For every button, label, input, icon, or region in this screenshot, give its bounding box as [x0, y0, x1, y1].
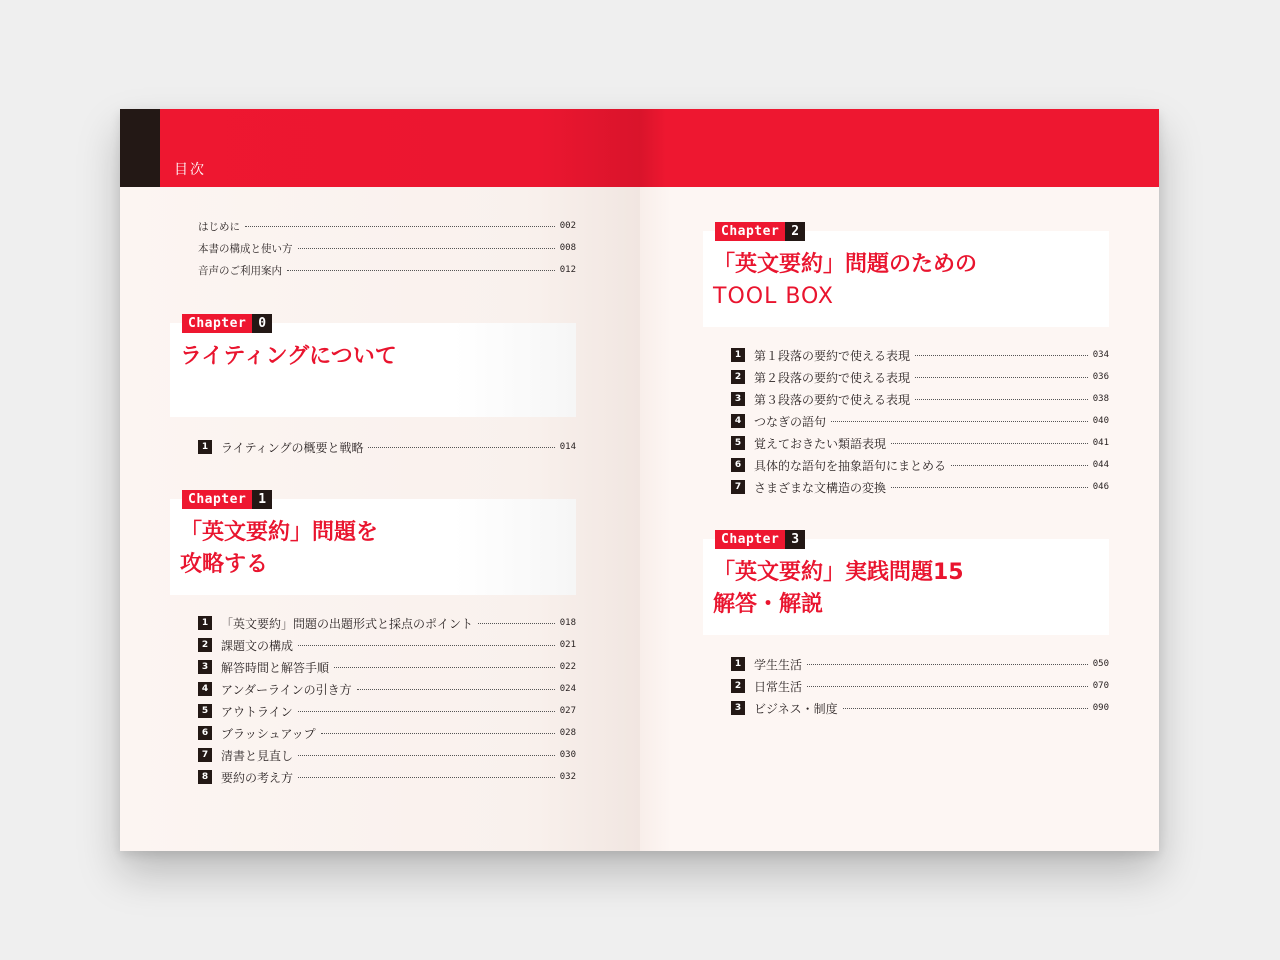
toc-entry[interactable] — [731, 391, 1109, 407]
entry-page: 044 — [1092, 460, 1109, 470]
leader-dots — [298, 248, 555, 249]
entry-page: 014 — [559, 442, 576, 452]
chapter-number: 0 — [252, 314, 272, 333]
entry-label: 具体的な語句を抽象語句にまとめる — [754, 458, 947, 473]
toc-entry-intro[interactable] — [198, 240, 576, 256]
entry-label: 清書と見直し — [221, 748, 294, 763]
leader-dots — [807, 686, 1088, 687]
chapter-title-line: 解答・解説 — [713, 592, 824, 617]
chapter-title-line: 「英文要約」実践問題15 — [713, 560, 964, 585]
entry-page: 027 — [559, 706, 576, 716]
entry-page: 002 — [559, 221, 576, 231]
entry-number-badge: 4 — [731, 414, 745, 428]
entry-number-badge: 5 — [198, 704, 212, 718]
header-band-right — [640, 109, 1159, 187]
chapter-word: Chapter — [715, 530, 785, 549]
chapter-tag — [182, 490, 272, 509]
entry-page: 012 — [559, 265, 576, 275]
entry-label: はじめに — [198, 220, 240, 233]
toc-entry[interactable] — [731, 435, 1109, 451]
toc-entry[interactable] — [198, 769, 576, 785]
entry-number-badge: 1 — [731, 657, 745, 671]
toc-entry[interactable] — [731, 413, 1109, 429]
toc-entry[interactable] — [198, 681, 576, 697]
chapter-title-line: 「英文要約」問題のための — [713, 252, 978, 277]
leader-dots — [357, 689, 555, 690]
leader-dots — [915, 355, 1088, 356]
entry-page: 021 — [559, 640, 576, 650]
chapter-tag — [715, 530, 805, 549]
entry-number-badge: 2 — [731, 679, 745, 693]
entry-label: 要約の考え方 — [221, 770, 294, 785]
entry-label: ライティングの概要と戦略 — [221, 440, 364, 455]
entry-label: 覚えておきたい類語表現 — [754, 436, 887, 451]
entry-number-badge: 1 — [198, 440, 212, 454]
right-page — [640, 109, 1159, 851]
entry-label: 第１段落の要約で使える表現 — [754, 348, 911, 363]
entry-label: 本書の構成と使い方 — [198, 242, 293, 255]
entry-page: 008 — [559, 243, 576, 253]
chapter-title[interactable] — [180, 341, 397, 373]
toc-heading: 目次 — [160, 153, 220, 187]
entry-label: 学生生活 — [754, 657, 803, 672]
entry-page: 040 — [1092, 416, 1109, 426]
leader-dots — [321, 733, 555, 734]
chapter-word: Chapter — [182, 314, 252, 333]
entry-page: 050 — [1092, 659, 1109, 669]
entry-label: さまざまな文構造の変換 — [754, 480, 887, 495]
entry-page: 030 — [559, 750, 576, 760]
entry-label: 第２段落の要約で使える表現 — [754, 370, 911, 385]
book-spread — [120, 109, 1159, 851]
chapter-number: 3 — [785, 530, 805, 549]
left-page — [120, 109, 640, 851]
entry-number-badge: 1 — [198, 616, 212, 630]
entry-label: つなぎの語句 — [754, 414, 827, 429]
leader-dots — [298, 645, 555, 646]
entry-number-badge: 7 — [731, 480, 745, 494]
chapter-title-line: 攻略する — [180, 552, 269, 577]
entry-label: ブラッシュアップ — [221, 726, 316, 741]
chapter-title-line: TOOL BOX — [713, 284, 835, 309]
entry-page: 028 — [559, 728, 576, 738]
entry-page: 041 — [1092, 438, 1109, 448]
toc-entry[interactable] — [731, 700, 1109, 716]
leader-dots — [915, 399, 1088, 400]
leader-dots — [298, 755, 555, 756]
leader-dots — [843, 708, 1088, 709]
entry-label: 「英文要約」問題の出題形式と採点のポイント — [221, 616, 474, 631]
chapter-word: Chapter — [715, 222, 785, 241]
chapter-tag — [715, 222, 805, 241]
leader-dots — [368, 447, 554, 448]
leader-dots — [245, 226, 555, 227]
entry-page: 046 — [1092, 482, 1109, 492]
chapter-number: 1 — [252, 490, 272, 509]
entry-number-badge: 6 — [731, 458, 745, 472]
chapter-number: 2 — [785, 222, 805, 241]
entry-label: 第３段落の要約で使える表現 — [754, 392, 911, 407]
leader-dots — [891, 443, 1088, 444]
entry-number-badge: 1 — [731, 348, 745, 362]
leader-dots — [915, 377, 1088, 378]
chapter-tag — [182, 314, 272, 333]
entry-label: 音声のご利用案内 — [198, 264, 282, 277]
entry-page: 038 — [1092, 394, 1109, 404]
leader-dots — [287, 270, 555, 271]
entry-number-badge: 2 — [731, 370, 745, 384]
toc-entry[interactable] — [198, 615, 576, 631]
leader-dots — [298, 711, 555, 712]
entry-label: アウトライン — [221, 704, 293, 719]
entry-number-badge: 4 — [198, 682, 212, 696]
toc-entry-intro[interactable] — [198, 218, 576, 234]
leader-dots — [478, 623, 555, 624]
chapter-title[interactable] — [180, 517, 378, 581]
entry-label: 解答時間と解答手順 — [221, 660, 330, 675]
entry-page: 032 — [559, 772, 576, 782]
toc-entry[interactable] — [198, 659, 576, 675]
entry-page: 022 — [559, 662, 576, 672]
toc-entry[interactable] — [731, 347, 1109, 363]
entry-number-badge: 8 — [198, 770, 212, 784]
entry-number-badge: 3 — [198, 660, 212, 674]
corner-block-lower — [120, 109, 160, 187]
entry-label: アンダーラインの引き方 — [221, 682, 352, 697]
entry-label: 日常生活 — [754, 679, 803, 694]
toc-entry[interactable] — [198, 703, 576, 719]
entry-page: 090 — [1092, 703, 1109, 713]
leader-dots — [891, 487, 1088, 488]
entry-number-badge: 3 — [731, 392, 745, 406]
entry-number-badge: 6 — [198, 726, 212, 740]
toc-entry[interactable] — [731, 479, 1109, 495]
toc-entry[interactable] — [198, 725, 576, 741]
toc-entry[interactable] — [198, 439, 576, 455]
entry-page: 024 — [559, 684, 576, 694]
leader-dots — [298, 777, 555, 778]
chapter-title[interactable] — [713, 557, 964, 621]
toc-entry[interactable] — [731, 457, 1109, 473]
entry-page: 036 — [1092, 372, 1109, 382]
entry-page: 018 — [559, 618, 576, 628]
leader-dots — [334, 667, 555, 668]
leader-dots — [951, 465, 1088, 466]
entry-number-badge: 5 — [731, 436, 745, 450]
entry-page: 070 — [1092, 681, 1109, 691]
toc-entry[interactable] — [198, 637, 576, 653]
toc-entry[interactable] — [198, 747, 576, 763]
entry-label: 課題文の構成 — [221, 638, 294, 653]
chapter-word: Chapter — [182, 490, 252, 509]
entry-number-badge: 7 — [198, 748, 212, 762]
toc-entry[interactable] — [731, 656, 1109, 672]
leader-dots — [831, 421, 1088, 422]
chapter-title-line: 「英文要約」問題を — [180, 520, 379, 545]
leader-dots — [807, 664, 1088, 665]
chapter-title[interactable] — [713, 249, 977, 313]
toc-entry[interactable] — [731, 678, 1109, 694]
entry-number-badge: 2 — [198, 638, 212, 652]
chapter-title-line: ライティングについて — [180, 344, 397, 369]
toc-entry-intro[interactable] — [198, 262, 576, 278]
entry-number-badge: 3 — [731, 701, 745, 715]
toc-entry[interactable] — [731, 369, 1109, 385]
entry-page: 034 — [1092, 350, 1109, 360]
entry-label: ビジネス・制度 — [754, 701, 838, 716]
